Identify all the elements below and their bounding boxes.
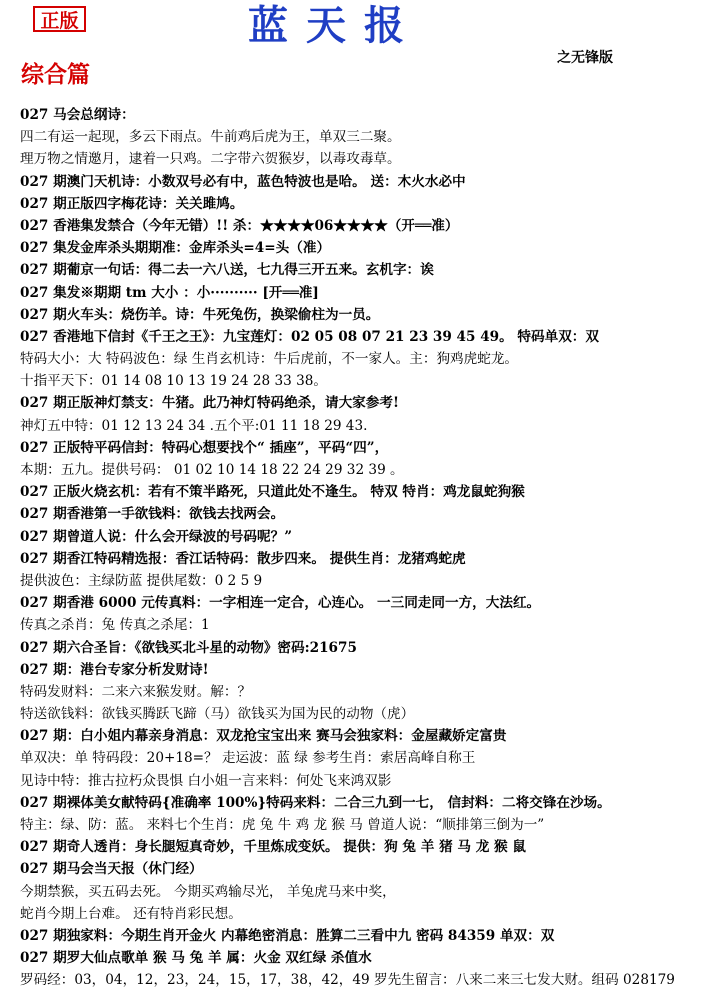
text-line: 027 期曾道人说：什么会开绿波的号码呢？”	[20, 528, 293, 545]
text-line: 027 期独家料：今期生肖开金火 内幕绝密消息：胜算二三看中九 密码 84359 单双：双	[20, 927, 555, 944]
text-line: 传真之杀肖：兔 传真之杀尾：1	[20, 617, 210, 634]
text-line: 罗码经：03，04，12，23，24，15，17，38，42，49 罗先生留言：八来二来三七发大财。组码 028179	[20, 972, 675, 989]
text-line: 027 期罗大仙点歌单 猴 马 兔 羊 属：火金 双红绿 杀值水	[20, 950, 372, 967]
text-line: 神灯五中特：01 12 13 24 34 .五个平:01 11 18 29 43.	[20, 417, 368, 434]
text-line: 本期：五九。提供号码： 01 02 10 14 18 22 24 29 32 39 。	[20, 462, 404, 478]
text-line: 027 正版火烧玄机：若有不策半路死，只道此处不逢生。 特双 特肖：鸡龙鼠蛇狗猴	[20, 484, 525, 501]
text-line: 特码发财料：二来六来猴发财。解：？	[20, 683, 252, 700]
article-body	[20, 104, 710, 992]
text-line: 特送欲钱料：欲钱买腾跃飞蹄（马）欲钱买为国为民的动物（虎）	[20, 706, 415, 723]
text-line: 提供波色：主绿防蓝 提供尾数：0 2 5 9	[20, 572, 263, 589]
edition-label: 之无锋版	[557, 50, 613, 66]
text-line: 见诗中特：推古拉朽众畏惧 白小姐一言来料：何处飞来鸿双影	[20, 772, 392, 789]
text-line: 027 期奇人透肖：身长腿短真奇妙，千里炼成变妖。 提供：狗 兔 羊 猪 马 龙 猴 鼠	[20, 839, 526, 856]
text-line: 027 香港集发禁合（今年无错）!! 杀：★★★★06★★★★（开══准）	[20, 217, 459, 234]
text-line: 027 期香港第一手欲钱料：欲钱去找两会。	[20, 506, 285, 523]
text-line: 027 期葡京一句话：得二去一六八送，七九得三开五来。玄机字：诶	[20, 262, 434, 279]
text-line: 027 期火车头：烧伤羊。诗：牛死兔伤，换梁偷柱为一员。	[20, 306, 380, 323]
text-line: 027 期裸体美女献特码{准确率 100%}特码来料：二合三九到一七， 信封料：二将交锋在沙场。	[20, 794, 611, 811]
text-line: 四二有运一起现，多云下雨点。牛前鸡后虎为王，单双三二聚。	[20, 129, 401, 146]
edition-badge: 正版	[33, 6, 86, 32]
text-line: 027 期香江特码精选报：香江话特码：散步四来。 提供生肖：龙猪鸡蛇虎	[20, 550, 466, 567]
text-line: 特码大小：大 特码波色：绿 生肖玄机诗：牛后虎前，不一家人。主：狗鸡虎蛇龙。	[20, 351, 519, 368]
text-line: 027 期香港 6000 元传真料：一字相连一定合，心连心。 一三同走同一方，大法红。	[20, 595, 541, 612]
section-heading: 综合篇	[21, 62, 90, 88]
text-line: 027 集发金库杀头期期准：金库杀头=4=头（准）	[20, 240, 331, 257]
newspaper-title: 蓝天报	[248, 2, 422, 49]
text-line: 特主：绿、防：蓝。 来料七个生肖：虎 兔 牛 鸡 龙 猴 马 曾道人说：“顺排第三倒为一”	[20, 817, 545, 833]
text-line: 027 期正版神灯禁支：牛猪。此乃神灯特码绝杀，请大家参考!	[20, 395, 399, 412]
text-line: 单双决：单 特码段：20+18=？ 走运波：蓝 绿 参考生肖：索居高峰自称王	[20, 750, 476, 767]
text-line: 十指平天下：01 14 08 10 13 19 24 28 33 38。	[20, 373, 328, 390]
text-line: 理万物之情邀月，逮着一只鸡。二字带六贺猴岁，以毒攻毒草。	[20, 151, 401, 168]
text-line: 027 集发※期期 tm 大小 ：小·········· [开══准]	[20, 284, 319, 301]
text-line: 今期禁猴，买五码去死。 今期买鸡输尽光， 羊兔虎马来中奖，	[20, 883, 396, 900]
text-line: 027 香港地下信封《千王之王》：九宝莲灯：02 05 08 07 21 23 39 45 49。 特码单双：双	[20, 328, 599, 345]
text-line: 蛇肖今期上台难。 还有特肖彩民想。	[20, 905, 242, 922]
text-line: 027 马会总纲诗：	[20, 107, 135, 123]
text-line: 027 正版特平码信封：特码心想要找个“ 插座”，平码“四”，	[20, 439, 389, 456]
text-line: 027 期澳门天机诗：小数双号必有中，蓝色特波也是哈。 送：木火水必中	[20, 173, 466, 190]
text-line: 027 期：港台专家分析发财诗!	[20, 661, 209, 678]
text-line: 027 期马会当天报（休门经）	[20, 861, 203, 878]
text-line: 027 期正版四字梅花诗：关关雎鸠。	[20, 195, 244, 212]
text-line: 027 期：白小姐内幕亲身消息：双龙抢宝宝出来 赛马会独家料：金屋藏娇定富贵	[20, 728, 507, 745]
text-line: 027 期六合圣旨：《欲钱买北斗星的动物》密码:21675	[20, 639, 357, 656]
